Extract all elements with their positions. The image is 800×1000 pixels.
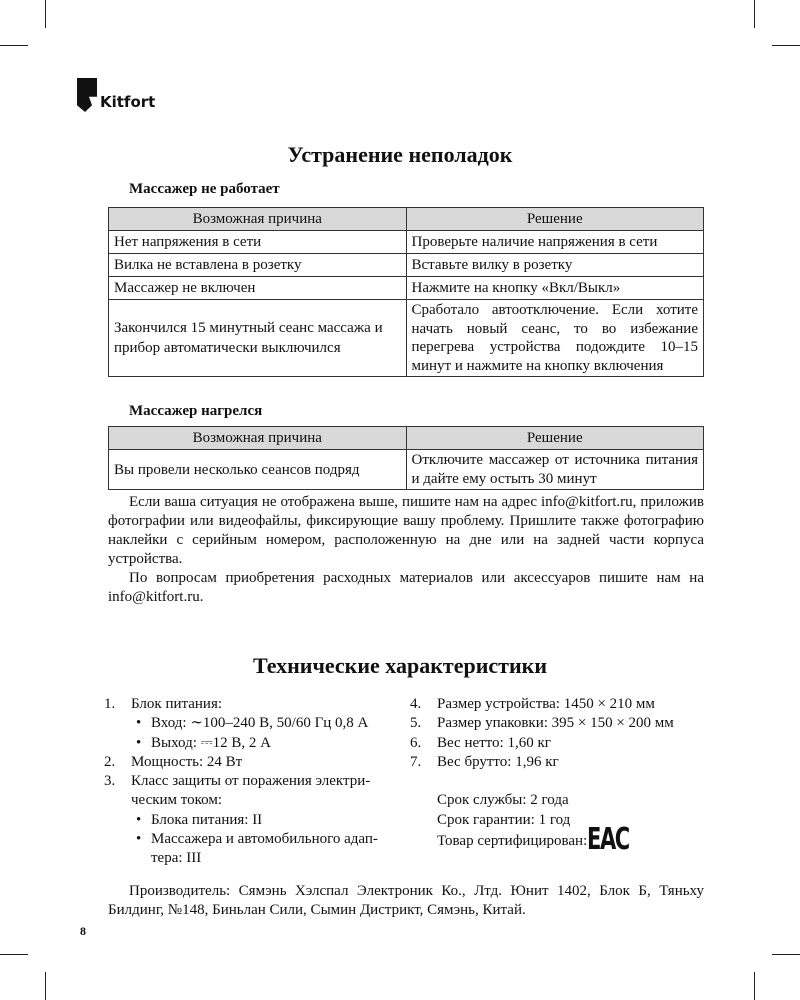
column-header: Возможная причина [109,427,407,450]
column-header: Возможная причина [109,208,407,231]
section-heading: Массажер не работает [129,181,280,197]
spec-item: Мощность: 24 Вт [131,753,243,770]
troubleshooting-table-2 [108,426,704,490]
crop-mark [754,972,755,1000]
logo-text: Kitfort [100,93,156,111]
cause-cell: Вы провели несколько сеансов подряд [109,450,407,490]
certification: Товар сертифицирован: [437,833,588,850]
crop-mark [0,954,28,955]
cause-cell: Закончился 15 минутный сеанс массажа и прибор автоматически выключился [109,300,407,377]
table-row [109,450,704,490]
spec-item: тера: III [151,850,202,867]
troubleshooting-title: Устранение неполадок [287,142,513,167]
spec-item: Размер упаковки: 395 × 150 × 200 мм [437,715,674,732]
spec-item: Вес нетто: 1,60 кг [437,734,551,751]
spec-item: Вход: ∼100–240 В, 50/60 Гц 0,8 А [151,715,369,732]
manufacturer-text [108,882,704,920]
contact-text [108,493,704,607]
crop-mark [45,972,46,1000]
table-row [109,300,704,377]
paragraph: Производитель: Сямэнь Хэлспал Электроник Ко., Лтд. Юнит 1402, Блок Б, Тяньху Билдинг, №148, Биньлан Сили, Сымин Дистрикт, Сямэнь, Китай. [108,883,704,918]
cause-cell: Массажер не включен [109,277,407,300]
logo-icon [77,78,97,112]
table-row [109,277,704,300]
spec-item: Выход: ⎓12 В, 2 А [151,734,271,751]
specs-right: 4. Размер устройства: 1450 × 210 мм 5. Размер упаковки: 395 × 150 × 200 мм 6. Вес нетто: 1,60 кг 7. Вес брутто: 1,96 кг Срок службы: 2 года Срок гарантии: 1 год Товар сертифицирован:EAC [410,696,674,858]
spec-item: ческим током: [131,792,223,809]
solution-cell: Нажмите на кнопку «Вкл/Выкл» [406,277,704,300]
spec-item: Блока питания: II [151,811,263,828]
spec-item: Вес брутто: 1,96 кг [437,753,559,770]
solution-cell: Сработало автоотключение. Если хотите начать новый сеанс, то во избежание перегрева устройства подождите 10–15 минут и нажмите на кнопку включения [406,300,704,377]
paragraph: Если ваша ситуация не отображена выше, пишите нам на адрес info@kitfort.ru, приложив фотографии или видеофайлы, фиксирующие вашу проблему. Пришлите также фотографию наклейки с серийным номером, расположенную на дне или на задней части корпуса устройства. [108,494,704,567]
table-row [109,254,704,277]
column-header: Решение [406,427,704,450]
spec-item: Блок питания: [131,696,223,712]
cause-cell: Вилка не вставлена в розетку [109,254,407,277]
table-row [109,231,704,254]
column-header: Решение [406,208,704,231]
section-heading: Массажер нагрелся [129,403,263,419]
kitfort-logo [77,78,155,112]
crop-mark [754,0,755,28]
specs-title: Технические характеристики [252,653,548,678]
solution-cell: Отключите массажер от источника питания и дайте ему остыть 30 минут [406,450,704,490]
solution-cell: Проверьте наличие напряжения в сети [406,231,704,254]
spec-item: Размер устройства: 1450 × 210 мм [437,696,655,712]
warranty: Срок гарантии: 1 год [437,811,571,828]
solution-cell: Вставьте вилку в розетку [406,254,704,277]
spec-item: Класс защиты от поражения электри- [131,773,371,790]
troubleshooting-table-1 [108,207,704,377]
spec-item: Массажера и автомобильного адап- [151,831,378,848]
paragraph: По вопросам приобретения расходных материалов или аксессуаров пишите нам на info@kitfort.ru. [108,570,704,605]
eac-mark-icon: EAC [587,822,630,858]
crop-mark [0,45,28,46]
service-life: Срок службы: 2 года [437,792,569,809]
cause-cell: Нет напряжения в сети [109,231,407,254]
crop-mark [772,954,800,955]
page-number: 8 [80,924,86,938]
crop-mark [772,45,800,46]
crop-mark [45,0,46,28]
specs-left: 1. Блок питания: • Вход: ∼100–240 В, 50/60 Гц 0,8 А • Выход: ⎓12 В, 2 А 2. Мощность: 24 Вт 3. Класс защиты от поражения электри- ческим током: • Блока питания: II • Массажера и автомобильного адап- тера: III [104,696,378,867]
